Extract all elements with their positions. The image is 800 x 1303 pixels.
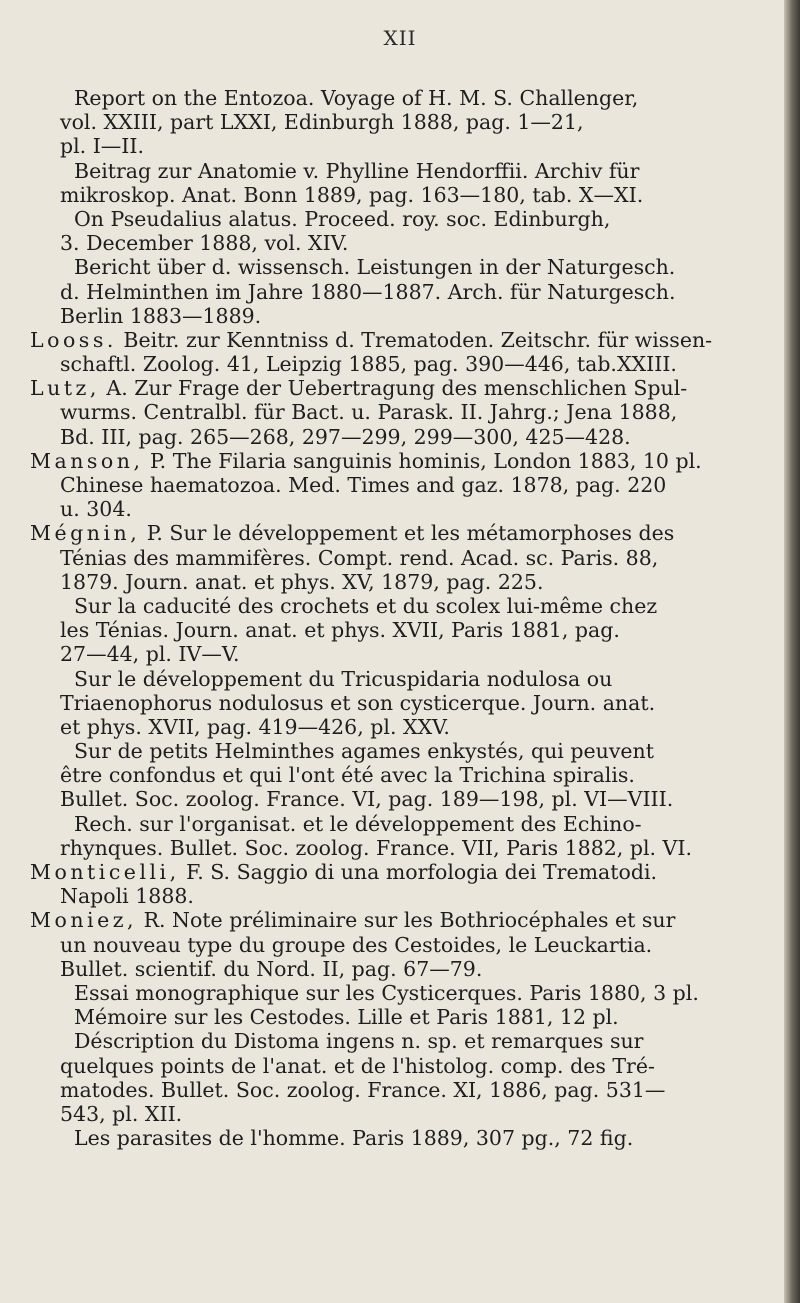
citation-text: Beitrag zur Anatomie v. Phylline Hendorffii. Archiv für — [74, 158, 640, 183]
citation-text: Essai monographique sur les Cysticerques. Paris 1880, 3 pl. — [74, 980, 699, 1005]
bibliography-entry-start — [30, 908, 770, 932]
bibliography-line — [30, 1029, 770, 1053]
bibliography-entry-start — [30, 860, 770, 884]
bibliography-line — [30, 957, 770, 981]
bibliography-line — [30, 400, 770, 424]
citation-text: quelques points de l'anat. et de l'histolog. comp. des Tré- — [60, 1053, 655, 1078]
author-name: Looss. — [30, 327, 117, 352]
bibliography-line — [30, 884, 770, 908]
citation-text: Berlin 1883—1889. — [60, 303, 262, 328]
citation-text: vol. XXIII, part LXXI, Edinburgh 1888, pag. 1—21, — [60, 110, 584, 135]
citation-text: Report on the Entozoa. Voyage of H. M. S. Challenger, — [74, 86, 639, 110]
bibliography-line — [30, 1005, 770, 1029]
citation-text: Beitr. zur Kenntniss d. Trematoden. Zeitschr. für wissen- — [116, 327, 713, 352]
bibliography-line — [30, 570, 770, 594]
bibliography-line — [30, 183, 770, 207]
author-name: Manson, — [30, 448, 144, 473]
citation-text: Sur le développement du Tricuspidaria nodulosa ou — [74, 666, 613, 691]
citation-text: un nouveau type du groupe des Cestoides, le Leuckartia. — [60, 932, 653, 957]
bibliography-line — [30, 352, 770, 376]
citation-text: Bullet. scientif. du Nord. II, pag. 67—79. — [60, 956, 483, 981]
citation-text: P. Sur le développement et les métamorphoses des — [140, 521, 675, 546]
citation-text: pl. I—II. — [60, 134, 145, 159]
bibliography-line — [30, 86, 770, 110]
bibliography-line — [30, 1078, 770, 1102]
citation-text: et phys. XVII, pag. 419—426, pl. XXV. — [60, 714, 450, 739]
citation-text: Rech. sur l'organisat. et le développement des Echino- — [74, 811, 642, 836]
citation-text: 27—44, pl. IV—V. — [60, 642, 240, 667]
bibliography-line — [30, 255, 770, 279]
citation-text: mikroskop. Anat. Bonn 1889, pag. 163—180, tab. X—XI. — [60, 182, 644, 207]
bibliography-line — [30, 691, 770, 715]
citation-text: wurms. Centralbl. für Bact. u. Parask. II. Jahrg.; Jena 1888, — [60, 400, 678, 425]
bibliography-line — [30, 546, 770, 570]
bibliography-line — [30, 159, 770, 183]
author-name: Monticelli, — [30, 860, 180, 884]
bibliography-line — [30, 280, 770, 304]
bibliography-entry-start — [30, 328, 770, 352]
bibliography-line — [30, 642, 770, 666]
bibliography-line — [30, 497, 770, 521]
bibliography-line — [30, 134, 770, 158]
citation-text: d. Helminthen im Jahre 1880—1887. Arch. für Naturgesch. — [60, 279, 676, 304]
citation-text: rhynques. Bullet. Soc. zoolog. France. VII, Paris 1882, pl. VI. — [60, 835, 692, 860]
author-name: Moniez, — [30, 908, 138, 933]
bibliography-line — [30, 473, 770, 497]
bibliography-line — [30, 110, 770, 134]
citation-text: Bd. III, pag. 265—268, 297—299, 299—300, 425—428. — [60, 424, 631, 449]
bibliography-line — [30, 304, 770, 328]
bibliography-entry-start — [30, 521, 770, 545]
citation-text: Chinese haematozoa. Med. Times and gaz. 1878, pag. 220 — [60, 473, 667, 497]
citation-text: F. S. Saggio di una morfologia dei Trematodi. — [179, 860, 658, 884]
citation-text: Sur de petits Helminthes agames enkystés, qui peuvent — [74, 739, 654, 764]
citation-text: Napoli 1888. — [60, 884, 194, 909]
citation-text: Bericht über d. wissensch. Leistungen in der Naturgesch. — [74, 255, 676, 280]
bibliography-line — [30, 981, 770, 1005]
citation-text: schaftl. Zoolog. 41, Leipzig 1885, pag. 390—446, tab.XXIII. — [60, 352, 677, 377]
citation-text: P. The Filaria sanguinis hominis, London 1883, 10 pl. — [143, 448, 702, 473]
bibliography-line — [30, 933, 770, 957]
citation-text: les Ténias. Journ. anat. et phys. XVII, Paris 1881, pag. — [60, 618, 620, 643]
citation-text: u. 304. — [60, 497, 132, 522]
citation-text: On Pseudalius alatus. Proceed. roy. soc. Edinburgh, — [74, 206, 611, 231]
citation-text: Mémoire sur les Cestodes. Lille et Paris 1881, 12 pl. — [74, 1005, 619, 1030]
bibliography-line — [30, 715, 770, 739]
author-name: Lutz, — [30, 376, 100, 401]
bibliography-line — [30, 618, 770, 642]
bibliography-line — [30, 763, 770, 787]
citation-text: Sur la caducité des crochets et du scolex lui-même chez — [74, 593, 658, 618]
bibliography-line — [30, 812, 770, 836]
citation-text: Ténias des mammifères. Compt. rend. Acad. sc. Paris. 88, — [60, 545, 659, 570]
citation-text: A. Zur Frage der Uebertragung des menschlichen Spul- — [99, 376, 688, 401]
citation-text: Les parasites de l'homme. Paris 1889, 307 pg., 72 fig. — [74, 1126, 634, 1151]
citation-text: R. Note préliminaire sur les Bothriocéphales et sur — [137, 908, 676, 933]
page-edge-shadow — [784, 0, 800, 1303]
citation-text: 543, pl. XII. — [60, 1101, 183, 1126]
bibliography-line — [30, 787, 770, 811]
bibliography-line — [30, 1054, 770, 1078]
citation-text: 3. December 1888, vol. XIV. — [60, 231, 349, 256]
bibliography-line — [30, 1126, 770, 1150]
citation-text: Bullet. Soc. zoolog. France. VI, pag. 189—198, pl. VI—VIII. — [60, 787, 674, 812]
bibliography-entry-start — [30, 376, 770, 400]
bibliography-line — [30, 207, 770, 231]
citation-text: être confondus et qui l'ont été avec la Trichina spiralis. — [60, 763, 635, 788]
citation-text: Déscription du Distoma ingens n. sp. et remarques sur — [74, 1029, 644, 1054]
bibliography-line — [30, 667, 770, 691]
bibliography-line — [30, 594, 770, 618]
bibliography-entry-start — [30, 449, 770, 473]
bibliography-line — [30, 739, 770, 763]
citation-text: matodes. Bullet. Soc. zoolog. France. XI, 1886, pag. 531— — [60, 1077, 666, 1102]
bibliography-text — [30, 86, 770, 1150]
citation-text: Triaenophorus nodulosus et son cysticerque. Journ. anat. — [60, 690, 656, 715]
author-name: Mégnin, — [30, 521, 141, 546]
bibliography-line — [30, 836, 770, 860]
page-number: XII — [383, 26, 417, 50]
bibliography-line — [30, 425, 770, 449]
citation-text: 1879. Journ. anat. et phys. XV, 1879, pag. 225. — [60, 569, 544, 594]
bibliography-line — [30, 231, 770, 255]
bibliography-line — [30, 1102, 770, 1126]
